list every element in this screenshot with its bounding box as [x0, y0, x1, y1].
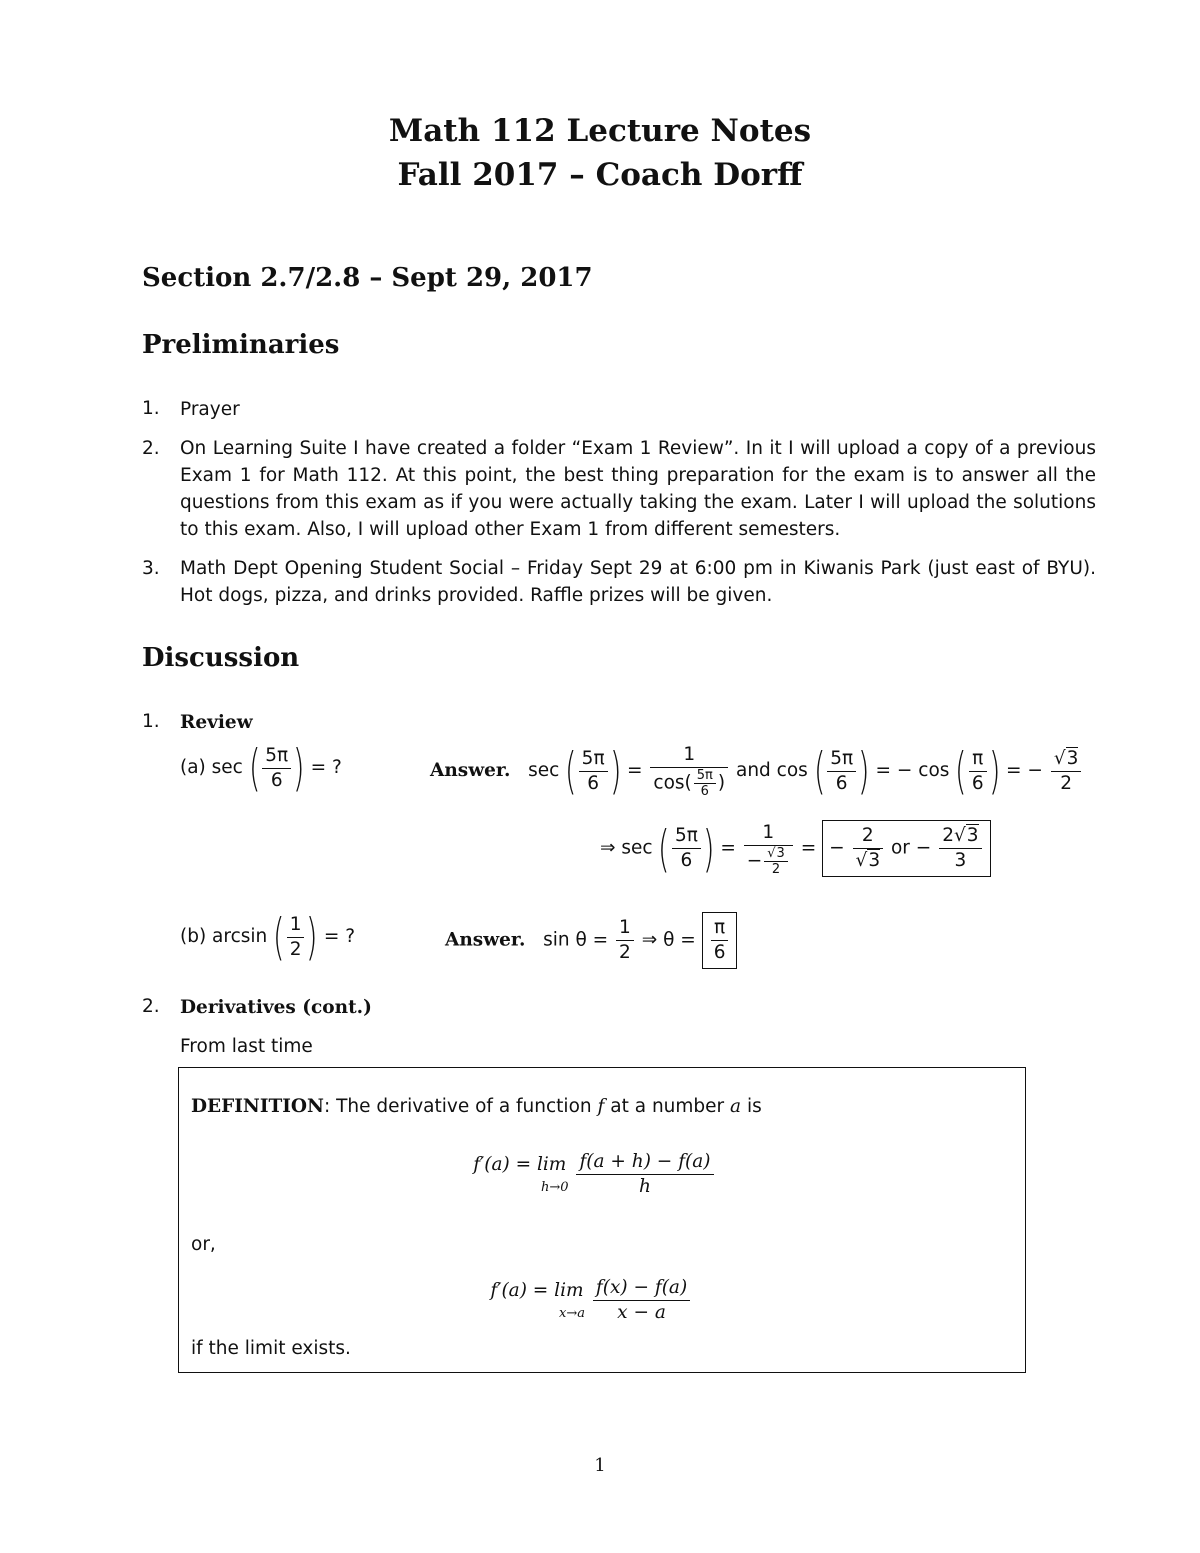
coefficient: 2: [942, 825, 954, 846]
frac-denominator: 6: [680, 850, 693, 871]
review-title: Review: [180, 712, 253, 733]
prelim-item-2-number: 2.: [142, 438, 160, 459]
or-text: or,: [191, 1234, 216, 1255]
equals-neg: = −: [1006, 760, 1043, 781]
frac-numerator: 1: [287, 913, 305, 938]
definition-text: : The derivative of a function: [323, 1096, 592, 1117]
two-sqrt3-over-3: [939, 824, 981, 873]
radicand: 3: [1066, 747, 1079, 769]
sin-theta-equals: sin θ =: [543, 929, 609, 951]
five-pi-over-six: [827, 747, 856, 796]
right-paren: ): [858, 742, 870, 800]
discussion-heading: Discussion: [142, 643, 300, 673]
frac-numerator: 1: [616, 916, 634, 941]
five-pi-over-six: [262, 744, 291, 793]
discussion-item-1-number: 1.: [142, 711, 160, 732]
right-paren: ): [988, 742, 1001, 800]
five-pi-over-six: [579, 747, 608, 796]
difference-quotient: [593, 1276, 690, 1325]
left-paren: (: [273, 908, 285, 966]
minus-sign: −: [746, 850, 763, 871]
small-sqrt3-over-2: [764, 846, 788, 877]
question-mark: = ?: [323, 926, 356, 947]
one-over-two: [616, 916, 634, 965]
frac-denominator: 3: [954, 850, 967, 871]
lim-text: f′(a) = lim: [473, 1153, 567, 1175]
right-paren: ): [306, 908, 319, 966]
left-paren: (: [955, 742, 967, 800]
frac-numerator: 1: [744, 821, 793, 846]
right-paren: ): [702, 819, 715, 878]
derivatives-title: Derivatives (cont.): [180, 997, 372, 1018]
prelim-item-2-text: On Learning Suite I have created a folder “Exam 1 Review”. In it I will upload a copy of a previous Exam 1 for Math 112. At this point, the best thing preparation for the exam is to answer all the questions from this exam as if you were actually taking the exam. Later I will upload the solutions to this exam. Also, I will upload other Exam 1 from different semesters.: [180, 438, 1096, 540]
frac-denominator: 6: [700, 784, 709, 799]
page-number: 1: [594, 1455, 606, 1476]
lim-subscript: x→a: [559, 1305, 585, 1321]
boxed-answer-b: [702, 912, 738, 969]
frac-denominator: [853, 849, 884, 873]
radical-sign: √: [855, 850, 868, 871]
boxed-answer-a: [822, 820, 990, 877]
review-a-answer-line-2: [600, 820, 991, 877]
sec-text: sec: [528, 760, 560, 781]
lim-subscript: h→0: [541, 1179, 569, 1195]
answer-label: Answer.: [445, 929, 526, 951]
var-a: a: [730, 1096, 742, 1117]
lim-text: f′(a) = lim: [490, 1279, 584, 1301]
radical-sign: √: [953, 825, 966, 846]
review-b-question: [180, 908, 356, 966]
prelim-item-1-number: 1.: [142, 398, 160, 419]
prelim-item-3-text: Math Dept Opening Student Social – Friday Sept 29 at 6:00 pm in Kiwanis Park (just east of BYU). Hot dogs, pizza, and drinks provided. Raffle prizes will be given.: [180, 558, 1096, 606]
derivatives-subtitle: From last time: [180, 1036, 313, 1057]
frac-numerator: [1051, 747, 1082, 772]
title-line-2: Fall 2017 – Coach Dorff: [397, 157, 803, 193]
left-paren: (: [565, 742, 577, 800]
five-pi-over-six: [672, 824, 701, 873]
title-line-1: Math 112 Lecture Notes: [388, 113, 812, 149]
implies-sec: ⇒ sec: [600, 837, 653, 859]
frac-denominator: h: [639, 1176, 651, 1197]
right-paren: ): [609, 742, 622, 800]
difference-quotient: [576, 1150, 713, 1199]
frac-denominator: 6: [971, 772, 984, 794]
frac-numerator: f(x) − f(a): [593, 1276, 690, 1301]
radicand: 3: [776, 845, 785, 861]
derivative-formula-2: [489, 1276, 692, 1325]
frac-numerator: π: [711, 916, 729, 941]
derivative-formula-1: [471, 1150, 716, 1199]
discussion-item-2-number: 2.: [142, 996, 160, 1017]
definition-label: DEFINITION: [191, 1096, 324, 1117]
cos-denominator: [650, 768, 728, 799]
equals: =: [800, 837, 817, 859]
left-paren: (: [658, 819, 671, 878]
frac-denominator: 2: [619, 942, 631, 963]
or-text: or −: [890, 837, 932, 859]
frac-numerator: 5π: [672, 824, 701, 849]
pi-over-six: [711, 916, 729, 965]
frac-numerator: 5π: [262, 744, 291, 769]
frac-denominator: 6: [713, 942, 726, 963]
frac-denominator: [744, 846, 793, 877]
definition-end: is: [746, 1096, 762, 1117]
one-over-two: [287, 913, 305, 962]
review-a-question: [180, 739, 342, 797]
limit-expression: [471, 1154, 569, 1196]
definition-box: [178, 1067, 1026, 1373]
radicand: 3: [966, 825, 979, 846]
section-heading: Section 2.7/2.8 – Sept 29, 2017: [142, 263, 593, 293]
cos-close: ): [717, 772, 726, 794]
radical-sign: √: [1053, 747, 1066, 769]
review-b-answer: [445, 912, 737, 969]
right-paren: ): [293, 739, 305, 797]
radicand: 3: [868, 850, 881, 871]
review-b-label: (b) arcsin: [180, 926, 268, 947]
var-f: f: [597, 1096, 605, 1117]
frac-numerator: 2: [853, 824, 884, 849]
frac-denominator: 2: [1060, 772, 1072, 794]
frac-numerator: [764, 846, 788, 862]
sqrt3-over-2: [1051, 747, 1082, 796]
limit-expression: [489, 1280, 585, 1322]
equals: =: [720, 837, 736, 859]
equals: =: [627, 760, 643, 781]
implies-theta-equals: ⇒ θ =: [641, 929, 696, 951]
definition-statement: [191, 1096, 762, 1117]
one-over-cos: [650, 743, 728, 799]
left-paren: (: [248, 739, 261, 797]
preliminaries-heading: Preliminaries: [142, 330, 340, 360]
frac-numerator: π: [969, 747, 987, 772]
pi-over-six: [969, 747, 987, 796]
review-a-label: (a) sec: [180, 757, 243, 778]
review-a-answer-line-1: [430, 743, 1083, 799]
radical-sign: √: [767, 845, 776, 861]
prelim-item-1-text: Prayer: [180, 399, 240, 420]
equals-neg-cos: = − cos: [875, 760, 950, 781]
prelim-item-3-number: 3.: [142, 558, 160, 579]
frac-denominator: 2: [771, 861, 781, 877]
cos-open: cos(: [653, 772, 692, 794]
frac-numerator: [939, 824, 981, 849]
frac-denominator: 6: [587, 772, 600, 794]
small-five-pi-over-six: [694, 768, 716, 799]
and-cos: and cos: [735, 760, 808, 781]
answer-label: Answer.: [430, 760, 511, 781]
frac-numerator: 5π: [579, 747, 608, 772]
frac-denominator: 2: [289, 938, 302, 960]
definition-closing: if the limit exists.: [191, 1338, 351, 1359]
frac-denominator: 6: [270, 769, 283, 791]
frac-numerator: 5π: [827, 747, 856, 772]
two-over-sqrt3: [853, 824, 884, 873]
frac-numerator: f(a + h) − f(a): [576, 1150, 713, 1175]
frac-denominator: 6: [835, 772, 848, 794]
frac-numerator: 5π: [694, 768, 716, 784]
one-over-neg-sqrt3-over-2: [744, 821, 793, 877]
question-mark: = ?: [310, 757, 342, 778]
frac-denominator: x − a: [617, 1302, 666, 1323]
frac-numerator: 1: [650, 743, 728, 768]
definition-mid: at a number: [610, 1096, 725, 1117]
left-paren: (: [813, 742, 826, 800]
minus-sign: −: [829, 837, 845, 859]
